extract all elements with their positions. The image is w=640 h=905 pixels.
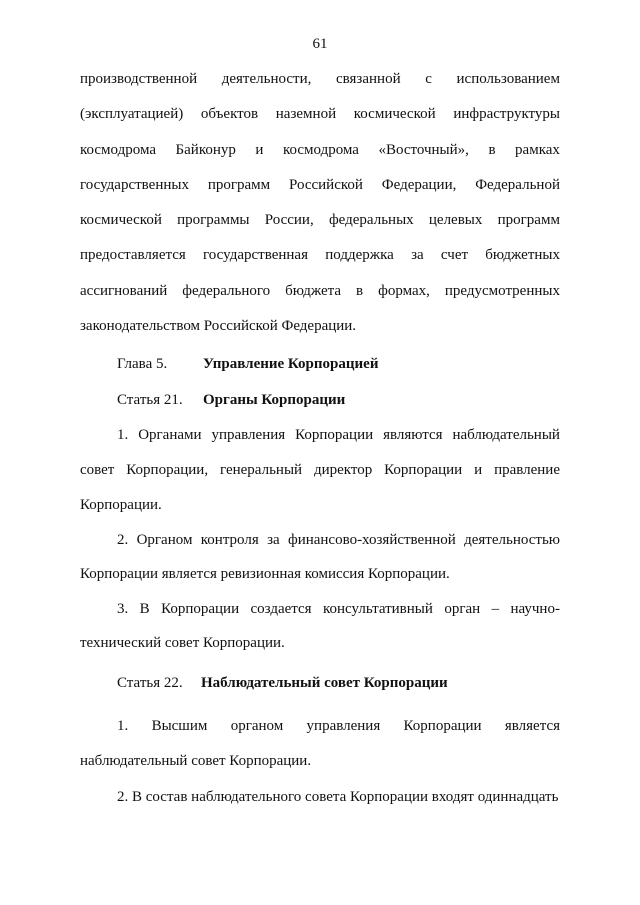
a22-p1-line-1 [117,717,560,735]
word: бюджетных [485,247,560,263]
word: Корпорации [384,462,463,478]
a22-p2-line-1: 2. В состав наблюдательного совета Корпорации входят одиннадцать [117,789,559,805]
a21-p3-line-2: технический совет Корпорации. [80,635,285,651]
word: 1. [117,427,129,443]
para1-line-7 [80,282,560,300]
a22-p1-line-2: наблюдательный совет Корпорации. [80,753,312,769]
word: Корпорации, [126,462,209,478]
word: бюджета [285,283,342,299]
word: деятельности, [221,71,312,87]
para1-line-5 [80,211,560,229]
word: орган [444,601,481,617]
word: с [425,71,432,87]
word: 3. [117,601,129,617]
page-number: 61 [312,36,328,52]
word: ассигнований [80,283,168,299]
word: и [474,462,483,478]
word: Корпорации [295,427,374,443]
word: космической [353,106,436,122]
word: государственная [203,247,308,263]
word: программ [207,177,271,193]
word: наблюдательный [452,427,560,443]
word: Корпорации [161,601,240,617]
word: финансово-хозяйственной [287,532,456,548]
word: формах, [378,283,430,299]
chapter-5-label: Глава 5. [117,356,168,372]
word: органом [230,718,284,734]
word: Федерации, [381,177,457,193]
word: 2. [117,532,129,548]
word: контроля [200,532,259,548]
word: «Восточный», [378,142,469,158]
word: правление [494,462,560,478]
word: наземной [275,106,337,122]
word: Российской [288,177,363,193]
word: является [504,718,560,734]
word: (эксплуатацией) [80,106,184,122]
word: деятельностью [464,532,560,548]
word: являются [383,427,443,443]
a21-p1-line-3: Корпорации. [80,497,162,513]
word: предоставляется [80,247,186,263]
word: Высшим [151,718,208,734]
article-21-label: Статья 21. [117,392,183,408]
word: за [411,247,424,263]
word: космической [80,212,162,228]
para1-line-4 [80,176,560,194]
word: использованием [456,71,560,87]
word: федерального [182,283,271,299]
word: космодрома [80,142,157,158]
a21-p3-line-1 [117,600,560,618]
word: создается [250,601,312,617]
word: директор [313,462,373,478]
word: предусмотренных [444,283,560,299]
para1-line-1 [80,70,560,88]
word: – [491,601,500,617]
word: за [267,532,280,548]
a21-p1-line-2 [80,461,560,479]
word: целевых [428,212,483,228]
word: России, [264,212,314,228]
word: генеральный [220,462,303,478]
word: 1. [117,718,129,734]
para1-line-3 [80,141,560,159]
word: поддержка [325,247,394,263]
word: в [488,142,496,158]
a21-p1-line-1 [117,426,560,444]
para1-line-6 [80,246,560,264]
para1-line-8: законодательством Российской Федерации. [80,318,357,334]
word: и [255,142,264,158]
word: объектов [200,106,259,122]
word: государственных [80,177,189,193]
article-21-title: Органы Корпорации [203,392,346,408]
word: управления [211,427,286,443]
para1-line-2 [80,105,560,123]
word: Байконур [175,142,236,158]
word: управления [306,718,381,734]
word: счет [440,247,469,263]
word: инфраструктуры [453,106,560,122]
word: космодрома [282,142,359,158]
article-22-label: Статья 22. [117,675,183,691]
chapter-5-title: Управление Корпорацией [203,356,379,372]
word: рамках [515,142,560,158]
word: консультативный [322,601,433,617]
a21-p2-line-1 [117,531,560,549]
word: в [356,283,364,299]
word: Федеральной [475,177,560,193]
word: научно- [510,601,560,617]
word: совет [80,462,115,478]
word: В [139,601,150,617]
word: связанной [335,71,401,87]
article-22-title: Наблюдательный совет Корпорации [201,675,448,691]
word: федеральных [328,212,414,228]
word: Органами [138,427,202,443]
word: программ [497,212,560,228]
word: Корпорации [403,718,482,734]
word: Органом [136,532,193,548]
word: программы [177,212,250,228]
a21-p2-line-2: Корпорации является ревизионная комиссия Корпорации. [80,566,450,582]
word: производственной [80,71,198,87]
